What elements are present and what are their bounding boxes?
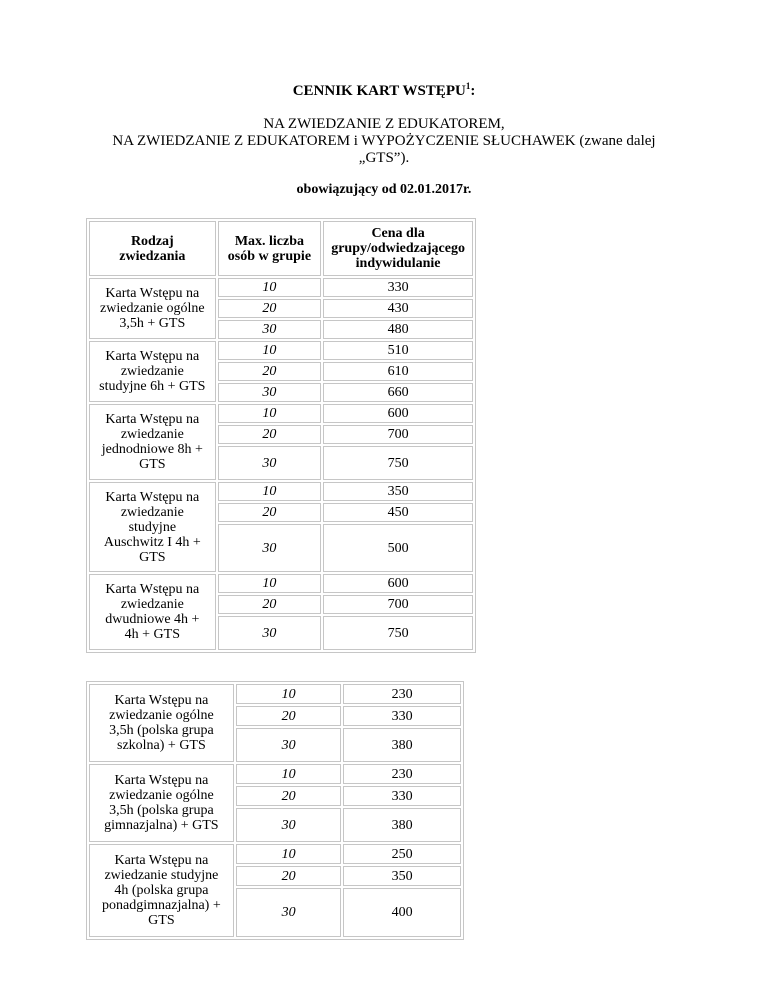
price-cell: 700 — [323, 595, 473, 614]
ticket-type-cell — [89, 341, 216, 402]
price-cell: 380 — [343, 728, 461, 762]
ticket-type-line: Karta Wstępu na — [114, 693, 209, 708]
table-row — [89, 341, 473, 360]
price-cell: 330 — [343, 706, 461, 726]
ticket-type-line: GTS — [139, 457, 166, 472]
price-cell: 450 — [323, 503, 473, 522]
price-table-main — [86, 218, 476, 653]
ticket-type-line: dwudniowe 4h + — [105, 612, 200, 627]
group-size-cell: 30 — [218, 446, 322, 480]
ticket-type-line: 3,5h + GTS — [119, 316, 186, 331]
price-cell: 350 — [323, 482, 473, 501]
table-row — [89, 404, 473, 423]
price-cell: 230 — [343, 764, 461, 784]
price-cell: 500 — [323, 524, 473, 572]
ticket-type-line: zwiedzanie — [120, 504, 184, 520]
group-size-cell: 30 — [236, 808, 342, 842]
valid-from-date: obowiązujący od 02.01.2017r. — [296, 182, 472, 197]
price-cell: 330 — [343, 786, 461, 806]
ticket-type-cell — [89, 764, 234, 842]
price-table-polish-groups — [86, 681, 464, 940]
group-size-cell: 10 — [236, 844, 342, 864]
column-header-price — [323, 221, 473, 276]
price-cell: 610 — [323, 362, 473, 381]
ticket-type-line: 3,5h (polska grupa — [109, 723, 214, 738]
ticket-type-cell — [89, 278, 216, 339]
price-cell: 430 — [323, 299, 473, 318]
group-size-cell: 10 — [218, 278, 322, 297]
ticket-type-line: 4h + GTS — [124, 627, 180, 642]
ticket-type-cell — [89, 684, 234, 762]
table-row — [89, 574, 473, 593]
group-size-cell: 30 — [218, 616, 322, 650]
ticket-type-line: Karta Wstępu na — [105, 582, 200, 597]
column-header-size — [218, 221, 322, 276]
group-size-cell: 30 — [218, 320, 322, 339]
ticket-type-line: szkolna) + GTS — [117, 738, 206, 753]
ticket-type-line: Karta Wstępu na — [105, 286, 200, 301]
group-size-cell: 10 — [218, 341, 322, 360]
table-row — [89, 278, 473, 297]
price-cell: 330 — [323, 278, 473, 297]
document-title — [0, 81, 768, 100]
group-size-cell: 10 — [218, 482, 322, 501]
ticket-type-line: studyjne — [128, 519, 177, 535]
ticket-type-line: zwiedzanie — [120, 427, 184, 442]
ticket-type-line: Karta Wstępu na — [114, 773, 209, 788]
ticket-type-line: zwiedzanie ogólne — [109, 708, 214, 723]
price-cell: 230 — [343, 684, 461, 704]
price-cell: 750 — [323, 446, 473, 480]
group-size-cell: 10 — [236, 764, 342, 784]
ticket-type-cell — [89, 482, 216, 572]
group-size-cell: 20 — [218, 503, 322, 522]
ticket-type-line: Karta Wstępu na — [105, 412, 200, 427]
price-cell: 510 — [323, 341, 473, 360]
ticket-type-line: zwiedzanie — [120, 597, 184, 612]
group-size-cell: 30 — [218, 383, 322, 402]
group-size-cell: 30 — [236, 728, 342, 762]
price-cell: 600 — [323, 404, 473, 423]
header-line: zwiedzania — [119, 248, 186, 264]
header-line: Max. liczba — [234, 233, 305, 249]
group-size-cell: 20 — [218, 362, 322, 381]
ticket-type-line: 4h (polska grupa — [114, 883, 209, 898]
ticket-type-line: zwiedzanie ogólne — [109, 788, 214, 803]
group-size-cell: 20 — [218, 425, 322, 444]
ticket-type-line: Auschwitz I 4h + — [103, 534, 201, 550]
group-size-cell: 20 — [218, 595, 322, 614]
ticket-type-line: Karta Wstępu na — [105, 349, 200, 364]
group-size-cell: 20 — [236, 866, 342, 886]
footnote-marker: 1 — [465, 81, 471, 91]
group-size-cell: 10 — [218, 404, 322, 423]
table-row — [89, 844, 461, 864]
ticket-type-line: ponadgimnazjalna) + — [102, 898, 221, 913]
title-text: CENNIK KART WSTĘPU — [292, 83, 466, 99]
column-header-type — [89, 221, 216, 276]
ticket-type-line: zwiedzanie — [120, 364, 184, 379]
price-cell: 600 — [323, 574, 473, 593]
ticket-type-line: studyjne 6h + GTS — [99, 379, 206, 394]
price-cell: 660 — [323, 383, 473, 402]
header-line: Rodzaj — [130, 233, 174, 249]
price-cell: 400 — [343, 888, 461, 937]
header-line: grupy/odwiedzającego — [331, 241, 465, 256]
group-size-cell: 20 — [236, 706, 342, 726]
ticket-type-line: jednodniowe 8h + — [101, 442, 203, 457]
ticket-type-cell — [89, 404, 216, 480]
group-size-cell: 30 — [218, 524, 322, 572]
ticket-type-cell — [89, 844, 234, 937]
ticket-type-line: zwiedzanie studyjne — [104, 868, 219, 883]
document-subtitle — [60, 116, 708, 167]
subtitle-line: NA ZWIEDZANIE Z EDUKATOREM i WYPOŻYCZENIE SŁUCHAWEK (zwane dalej — [112, 133, 656, 149]
price-cell: 700 — [323, 425, 473, 444]
table-header-row — [89, 221, 473, 276]
ticket-type-line: 3,5h (polska grupa — [109, 803, 214, 818]
group-size-cell: 30 — [236, 888, 342, 937]
ticket-type-cell — [89, 574, 216, 650]
group-size-cell: 10 — [218, 574, 322, 593]
subtitle-line: NA ZWIEDZANIE Z EDUKATOREM, — [263, 116, 505, 132]
title-colon: : — [470, 83, 476, 99]
ticket-type-line: GTS — [139, 549, 166, 565]
ticket-type-line: gimnazjalna) + GTS — [104, 818, 219, 833]
price-cell: 380 — [343, 808, 461, 842]
group-size-cell: 20 — [236, 786, 342, 806]
ticket-type-line: zwiedzanie ogólne — [100, 301, 205, 316]
group-size-cell: 10 — [236, 684, 342, 704]
table-row — [89, 482, 473, 501]
table-row — [89, 684, 461, 704]
price-cell: 350 — [343, 866, 461, 886]
header-line: indywidulanie — [355, 256, 441, 271]
table-row — [89, 764, 461, 784]
price-cell: 480 — [323, 320, 473, 339]
price-cell: 250 — [343, 844, 461, 864]
subtitle-line: „GTS”). — [358, 150, 410, 166]
header-line: Cena dla — [371, 226, 425, 241]
ticket-type-line: Karta Wstępu na — [114, 853, 209, 868]
header-line: osób w grupie — [227, 248, 312, 264]
group-size-cell: 20 — [218, 299, 322, 318]
ticket-type-line: GTS — [148, 913, 175, 928]
ticket-type-line: Karta Wstępu na — [105, 489, 200, 505]
price-cell: 750 — [323, 616, 473, 650]
